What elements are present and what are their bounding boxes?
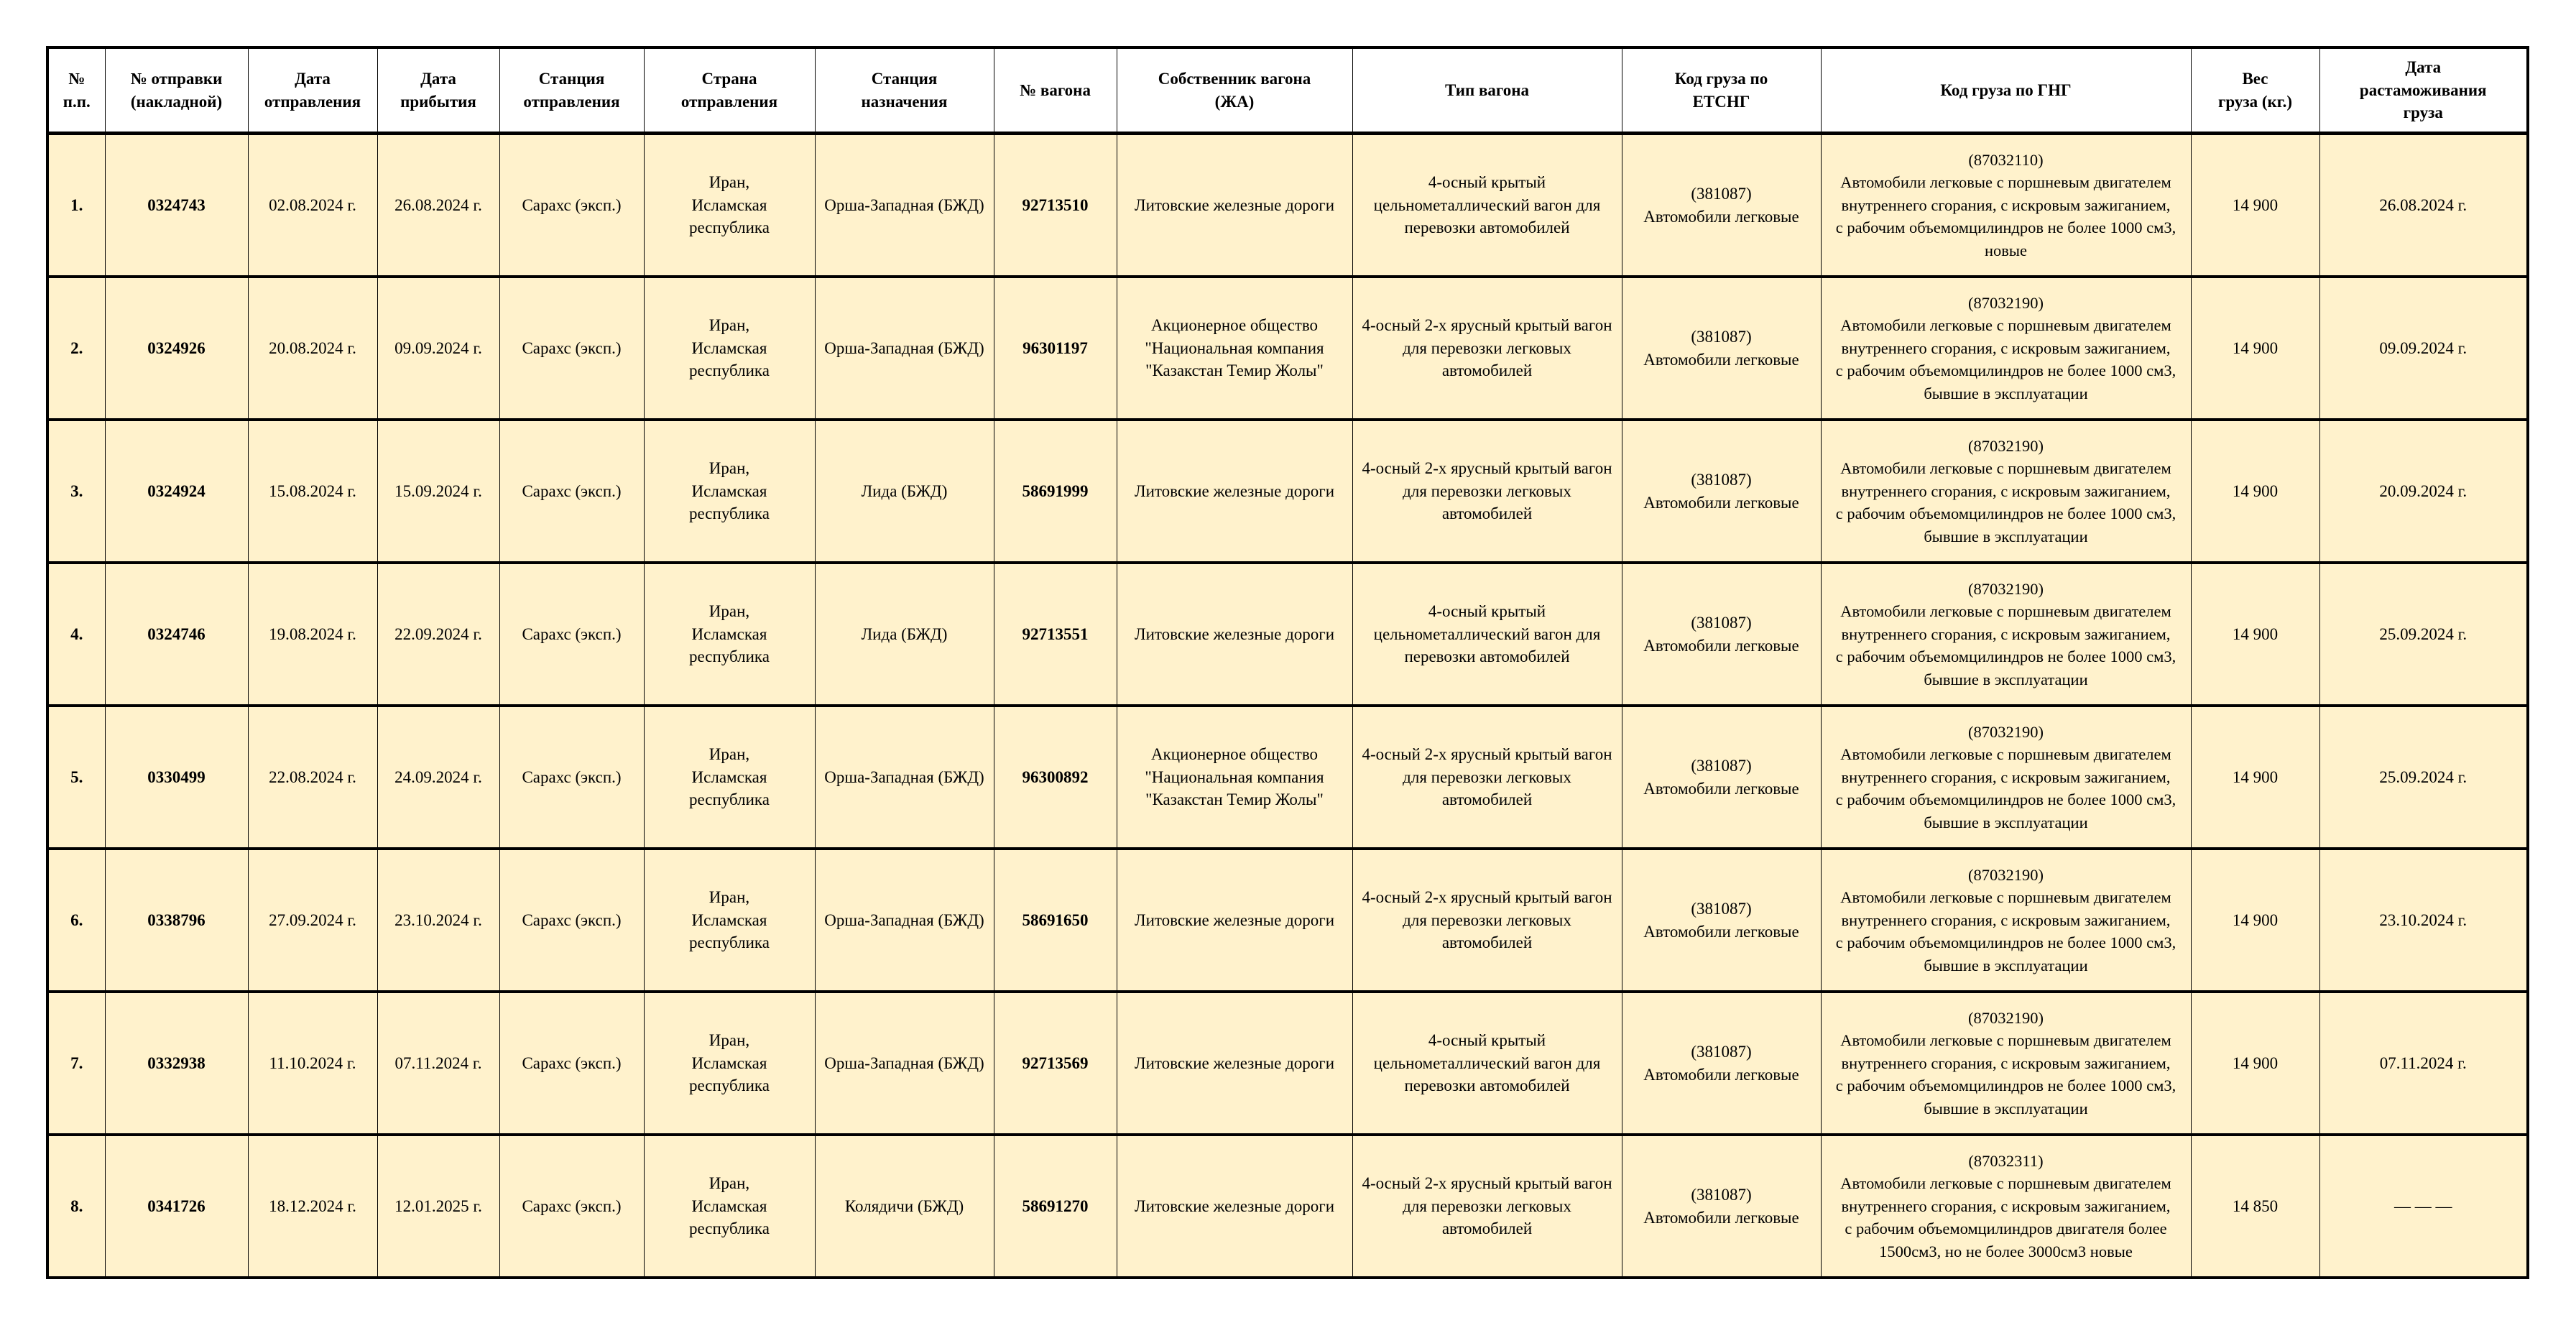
cell-departure-station: Сарахс (эксп.): [499, 134, 644, 277]
cell-waybill-number: 0324746: [105, 563, 248, 706]
cell-customs-clearance-date: 26.08.2024 г.: [2319, 134, 2528, 277]
column-header-gng-cargo-code: Код груза по ГНГ: [1821, 47, 2191, 134]
cell-wagon-type: 4-осный 2-х ярусный крытый вагон для перевозки легковых автомобилей: [1352, 706, 1622, 849]
cell-wagon-type: 4-осный крытый цельнометаллический вагон для перевозки автомобилей: [1352, 563, 1622, 706]
column-header-wagon-number: № вагона: [994, 47, 1117, 134]
cell-arrival-date: 12.01.2025 г.: [377, 1135, 499, 1278]
cell-wagon-type: 4-осный крытый цельнометаллический вагон для перевозки автомобилей: [1352, 134, 1622, 277]
cell-etsng-cargo-code: (381087) Автомобили легковые: [1622, 420, 1821, 563]
cell-wagon-type: 4-осный 2-х ярусный крытый вагон для перевозки легковых автомобилей: [1352, 1135, 1622, 1278]
cell-customs-clearance-date: 25.09.2024 г.: [2319, 706, 2528, 849]
cell-wagon-type: 4-осный 2-х ярусный крытый вагон для перевозки легковых автомобилей: [1352, 420, 1622, 563]
cell-cargo-weight: 14 850: [2191, 1135, 2319, 1278]
cell-departure-country: Иран, Исламская республика: [644, 563, 815, 706]
column-header-cargo-weight: Вес груза (кг.): [2191, 47, 2319, 134]
cell-waybill-number: 0324924: [105, 420, 248, 563]
cell-destination-station: Орша-Западная (БЖД): [815, 992, 994, 1135]
cell-etsng-cargo-code: (381087) Автомобили легковые: [1622, 277, 1821, 420]
cell-row-number: 6.: [47, 849, 105, 992]
cell-departure-station: Сарахс (эксп.): [499, 563, 644, 706]
cell-destination-station: Орша-Западная (БЖД): [815, 706, 994, 849]
column-header-waybill-number: № отправки (накладной): [105, 47, 248, 134]
cell-arrival-date: 23.10.2024 г.: [377, 849, 499, 992]
cell-customs-clearance-date: — — —: [2319, 1135, 2528, 1278]
cell-wagon-number: 92713551: [994, 563, 1117, 706]
cell-wagon-number: 92713569: [994, 992, 1117, 1135]
cell-gng-cargo-code: (87032190) Автомобили легковые с поршневым двигателем внутреннего сгорания, с искровым зажиганием, с рабочим объемомцилиндров не более 1000 см3, бывшие в эксплуатации: [1821, 420, 2191, 563]
cell-departure-station: Сарахс (эксп.): [499, 277, 644, 420]
cell-row-number: 5.: [47, 706, 105, 849]
cell-wagon-number: 58691650: [994, 849, 1117, 992]
cell-gng-cargo-code: (87032190) Автомобили легковые с поршневым двигателем внутреннего сгорания, с искровым зажиганием, с рабочим объемомцилиндров не более 1000 см3, бывшие в эксплуатации: [1821, 849, 2191, 992]
cell-gng-cargo-code: (87032190) Автомобили легковые с поршневым двигателем внутреннего сгорания, с искровым зажиганием, с рабочим объемомцилиндров не более 1000 см3, бывшие в эксплуатации: [1821, 706, 2191, 849]
cell-waybill-number: 0332938: [105, 992, 248, 1135]
cell-departure-station: Сарахс (эксп.): [499, 992, 644, 1135]
cell-gng-cargo-code: (87032190) Автомобили легковые с поршневым двигателем внутреннего сгорания, с искровым зажиганием, с рабочим объемомцилиндров не более 1000 см3, бывшие в эксплуатации: [1821, 992, 2191, 1135]
cell-customs-clearance-date: 09.09.2024 г.: [2319, 277, 2528, 420]
cell-etsng-cargo-code: (381087) Автомобили легковые: [1622, 1135, 1821, 1278]
cell-gng-cargo-code: (87032311) Автомобили легковые с поршневым двигателем внутреннего сгорания, с искровым зажиганием, с рабочим объемомцилиндров двигателя более 1500см3, но не более 3000см3 новые: [1821, 1135, 2191, 1278]
cell-destination-station: Орша-Западная (БЖД): [815, 849, 994, 992]
cell-departure-date: 22.08.2024 г.: [248, 706, 377, 849]
cell-cargo-weight: 14 900: [2191, 420, 2319, 563]
cell-wagon-number: 92713510: [994, 134, 1117, 277]
column-header-etsng-cargo-code: Код груза по ЕТСНГ: [1622, 47, 1821, 134]
table-row: [47, 706, 2528, 849]
cell-departure-country: Иран, Исламская республика: [644, 992, 815, 1135]
column-header-row-number: № п.п.: [47, 47, 105, 134]
cell-row-number: 4.: [47, 563, 105, 706]
column-header-destination-station: Станция назначения: [815, 47, 994, 134]
cell-gng-cargo-code: (87032110) Автомобили легковые с поршневым двигателем внутреннего сгорания, с искровым зажиганием, с рабочим объемомцилиндров не более 1000 см3, новые: [1821, 134, 2191, 277]
cell-destination-station: Колядичи (БЖД): [815, 1135, 994, 1278]
cell-waybill-number: 0341726: [105, 1135, 248, 1278]
cell-etsng-cargo-code: (381087) Автомобили легковые: [1622, 706, 1821, 849]
cell-cargo-weight: 14 900: [2191, 992, 2319, 1135]
cell-destination-station: Лида (БЖД): [815, 420, 994, 563]
cell-row-number: 2.: [47, 277, 105, 420]
cell-etsng-cargo-code: (381087) Автомобили легковые: [1622, 563, 1821, 706]
cell-row-number: 8.: [47, 1135, 105, 1278]
table-row: [47, 849, 2528, 992]
cell-departure-station: Сарахс (эксп.): [499, 1135, 644, 1278]
cell-arrival-date: 24.09.2024 г.: [377, 706, 499, 849]
cell-gng-cargo-code: (87032190) Автомобили легковые с поршневым двигателем внутреннего сгорания, с искровым зажиганием, с рабочим объемомцилиндров не более 1000 см3, бывшие в эксплуатации: [1821, 277, 2191, 420]
cell-departure-date: 11.10.2024 г.: [248, 992, 377, 1135]
cell-wagon-owner: Литовские железные дороги: [1117, 563, 1352, 706]
cell-departure-date: 20.08.2024 г.: [248, 277, 377, 420]
column-header-departure-date: Дата отправления: [248, 47, 377, 134]
cell-wagon-owner: Акционерное общество "Национальная компания "Казакстан Темир Жолы": [1117, 706, 1352, 849]
cell-cargo-weight: 14 900: [2191, 706, 2319, 849]
cell-wagon-owner: Акционерное общество "Национальная компания "Казакстан Темир Жолы": [1117, 277, 1352, 420]
cell-departure-date: 27.09.2024 г.: [248, 849, 377, 992]
cell-arrival-date: 26.08.2024 г.: [377, 134, 499, 277]
cell-wagon-owner: Литовские железные дороги: [1117, 992, 1352, 1135]
cell-wagon-owner: Литовские железные дороги: [1117, 420, 1352, 563]
cell-destination-station: Орша-Западная (БЖД): [815, 134, 994, 277]
cell-departure-date: 19.08.2024 г.: [248, 563, 377, 706]
cell-destination-station: Лида (БЖД): [815, 563, 994, 706]
cell-arrival-date: 15.09.2024 г.: [377, 420, 499, 563]
cell-etsng-cargo-code: (381087) Автомобили легковые: [1622, 849, 1821, 992]
cell-departure-country: Иран, Исламская республика: [644, 849, 815, 992]
header-row: [47, 47, 2528, 134]
shipments-table: [46, 46, 2529, 1279]
cell-waybill-number: 0338796: [105, 849, 248, 992]
cell-row-number: 1.: [47, 134, 105, 277]
cell-wagon-type: 4-осный 2-х ярусный крытый вагон для перевозки легковых автомобилей: [1352, 849, 1622, 992]
cell-wagon-number: 96301197: [994, 277, 1117, 420]
cell-arrival-date: 22.09.2024 г.: [377, 563, 499, 706]
cell-departure-station: Сарахс (эксп.): [499, 420, 644, 563]
cell-cargo-weight: 14 900: [2191, 277, 2319, 420]
cell-departure-station: Сарахс (эксп.): [499, 706, 644, 849]
cell-cargo-weight: 14 900: [2191, 563, 2319, 706]
cell-arrival-date: 09.09.2024 г.: [377, 277, 499, 420]
cell-wagon-owner: Литовские железные дороги: [1117, 134, 1352, 277]
cell-customs-clearance-date: 20.09.2024 г.: [2319, 420, 2528, 563]
cell-departure-country: Иран, Исламская республика: [644, 706, 815, 849]
cell-row-number: 7.: [47, 992, 105, 1135]
cell-wagon-number: 96300892: [994, 706, 1117, 849]
cell-departure-country: Иран, Исламская республика: [644, 134, 815, 277]
cell-customs-clearance-date: 07.11.2024 г.: [2319, 992, 2528, 1135]
column-header-wagon-owner: Собственник вагона (ЖА): [1117, 47, 1352, 134]
cell-waybill-number: 0324743: [105, 134, 248, 277]
cell-wagon-number: 58691270: [994, 1135, 1117, 1278]
cell-departure-date: 15.08.2024 г.: [248, 420, 377, 563]
cell-destination-station: Орша-Западная (БЖД): [815, 277, 994, 420]
cell-wagon-number: 58691999: [994, 420, 1117, 563]
table-row: [47, 1135, 2528, 1278]
cell-customs-clearance-date: 25.09.2024 г.: [2319, 563, 2528, 706]
cell-waybill-number: 0324926: [105, 277, 248, 420]
table-row: [47, 992, 2528, 1135]
cell-wagon-owner: Литовские железные дороги: [1117, 1135, 1352, 1278]
cell-etsng-cargo-code: (381087) Автомобили легковые: [1622, 992, 1821, 1135]
cell-wagon-owner: Литовские железные дороги: [1117, 849, 1352, 992]
cell-departure-country: Иран, Исламская республика: [644, 420, 815, 563]
table-row: [47, 277, 2528, 420]
cell-gng-cargo-code: (87032190) Автомобили легковые с поршневым двигателем внутреннего сгорания, с искровым зажиганием, с рабочим объемомцилиндров не более 1000 см3, бывшие в эксплуатации: [1821, 563, 2191, 706]
cell-cargo-weight: 14 900: [2191, 849, 2319, 992]
column-header-arrival-date: Дата прибытия: [377, 47, 499, 134]
cell-row-number: 3.: [47, 420, 105, 563]
table-row: [47, 563, 2528, 706]
column-header-customs-clearance-date: Дата растаможивания груза: [2319, 47, 2528, 134]
column-header-wagon-type: Тип вагона: [1352, 47, 1622, 134]
cell-departure-date: 18.12.2024 г.: [248, 1135, 377, 1278]
column-header-departure-country: Страна отправления: [644, 47, 815, 134]
table-row: [47, 134, 2528, 277]
cell-departure-country: Иран, Исламская республика: [644, 1135, 815, 1278]
table-row: [47, 420, 2528, 563]
cell-departure-country: Иран, Исламская республика: [644, 277, 815, 420]
cell-arrival-date: 07.11.2024 г.: [377, 992, 499, 1135]
cell-departure-station: Сарахс (эксп.): [499, 849, 644, 992]
cell-departure-date: 02.08.2024 г.: [248, 134, 377, 277]
column-header-departure-station: Станция отправления: [499, 47, 644, 134]
cell-cargo-weight: 14 900: [2191, 134, 2319, 277]
cell-etsng-cargo-code: (381087) Автомобили легковые: [1622, 134, 1821, 277]
cell-waybill-number: 0330499: [105, 706, 248, 849]
cell-wagon-type: 4-осный 2-х ярусный крытый вагон для перевозки легковых автомобилей: [1352, 277, 1622, 420]
cell-wagon-type: 4-осный крытый цельнометаллический вагон для перевозки автомобилей: [1352, 992, 1622, 1135]
cell-customs-clearance-date: 23.10.2024 г.: [2319, 849, 2528, 992]
